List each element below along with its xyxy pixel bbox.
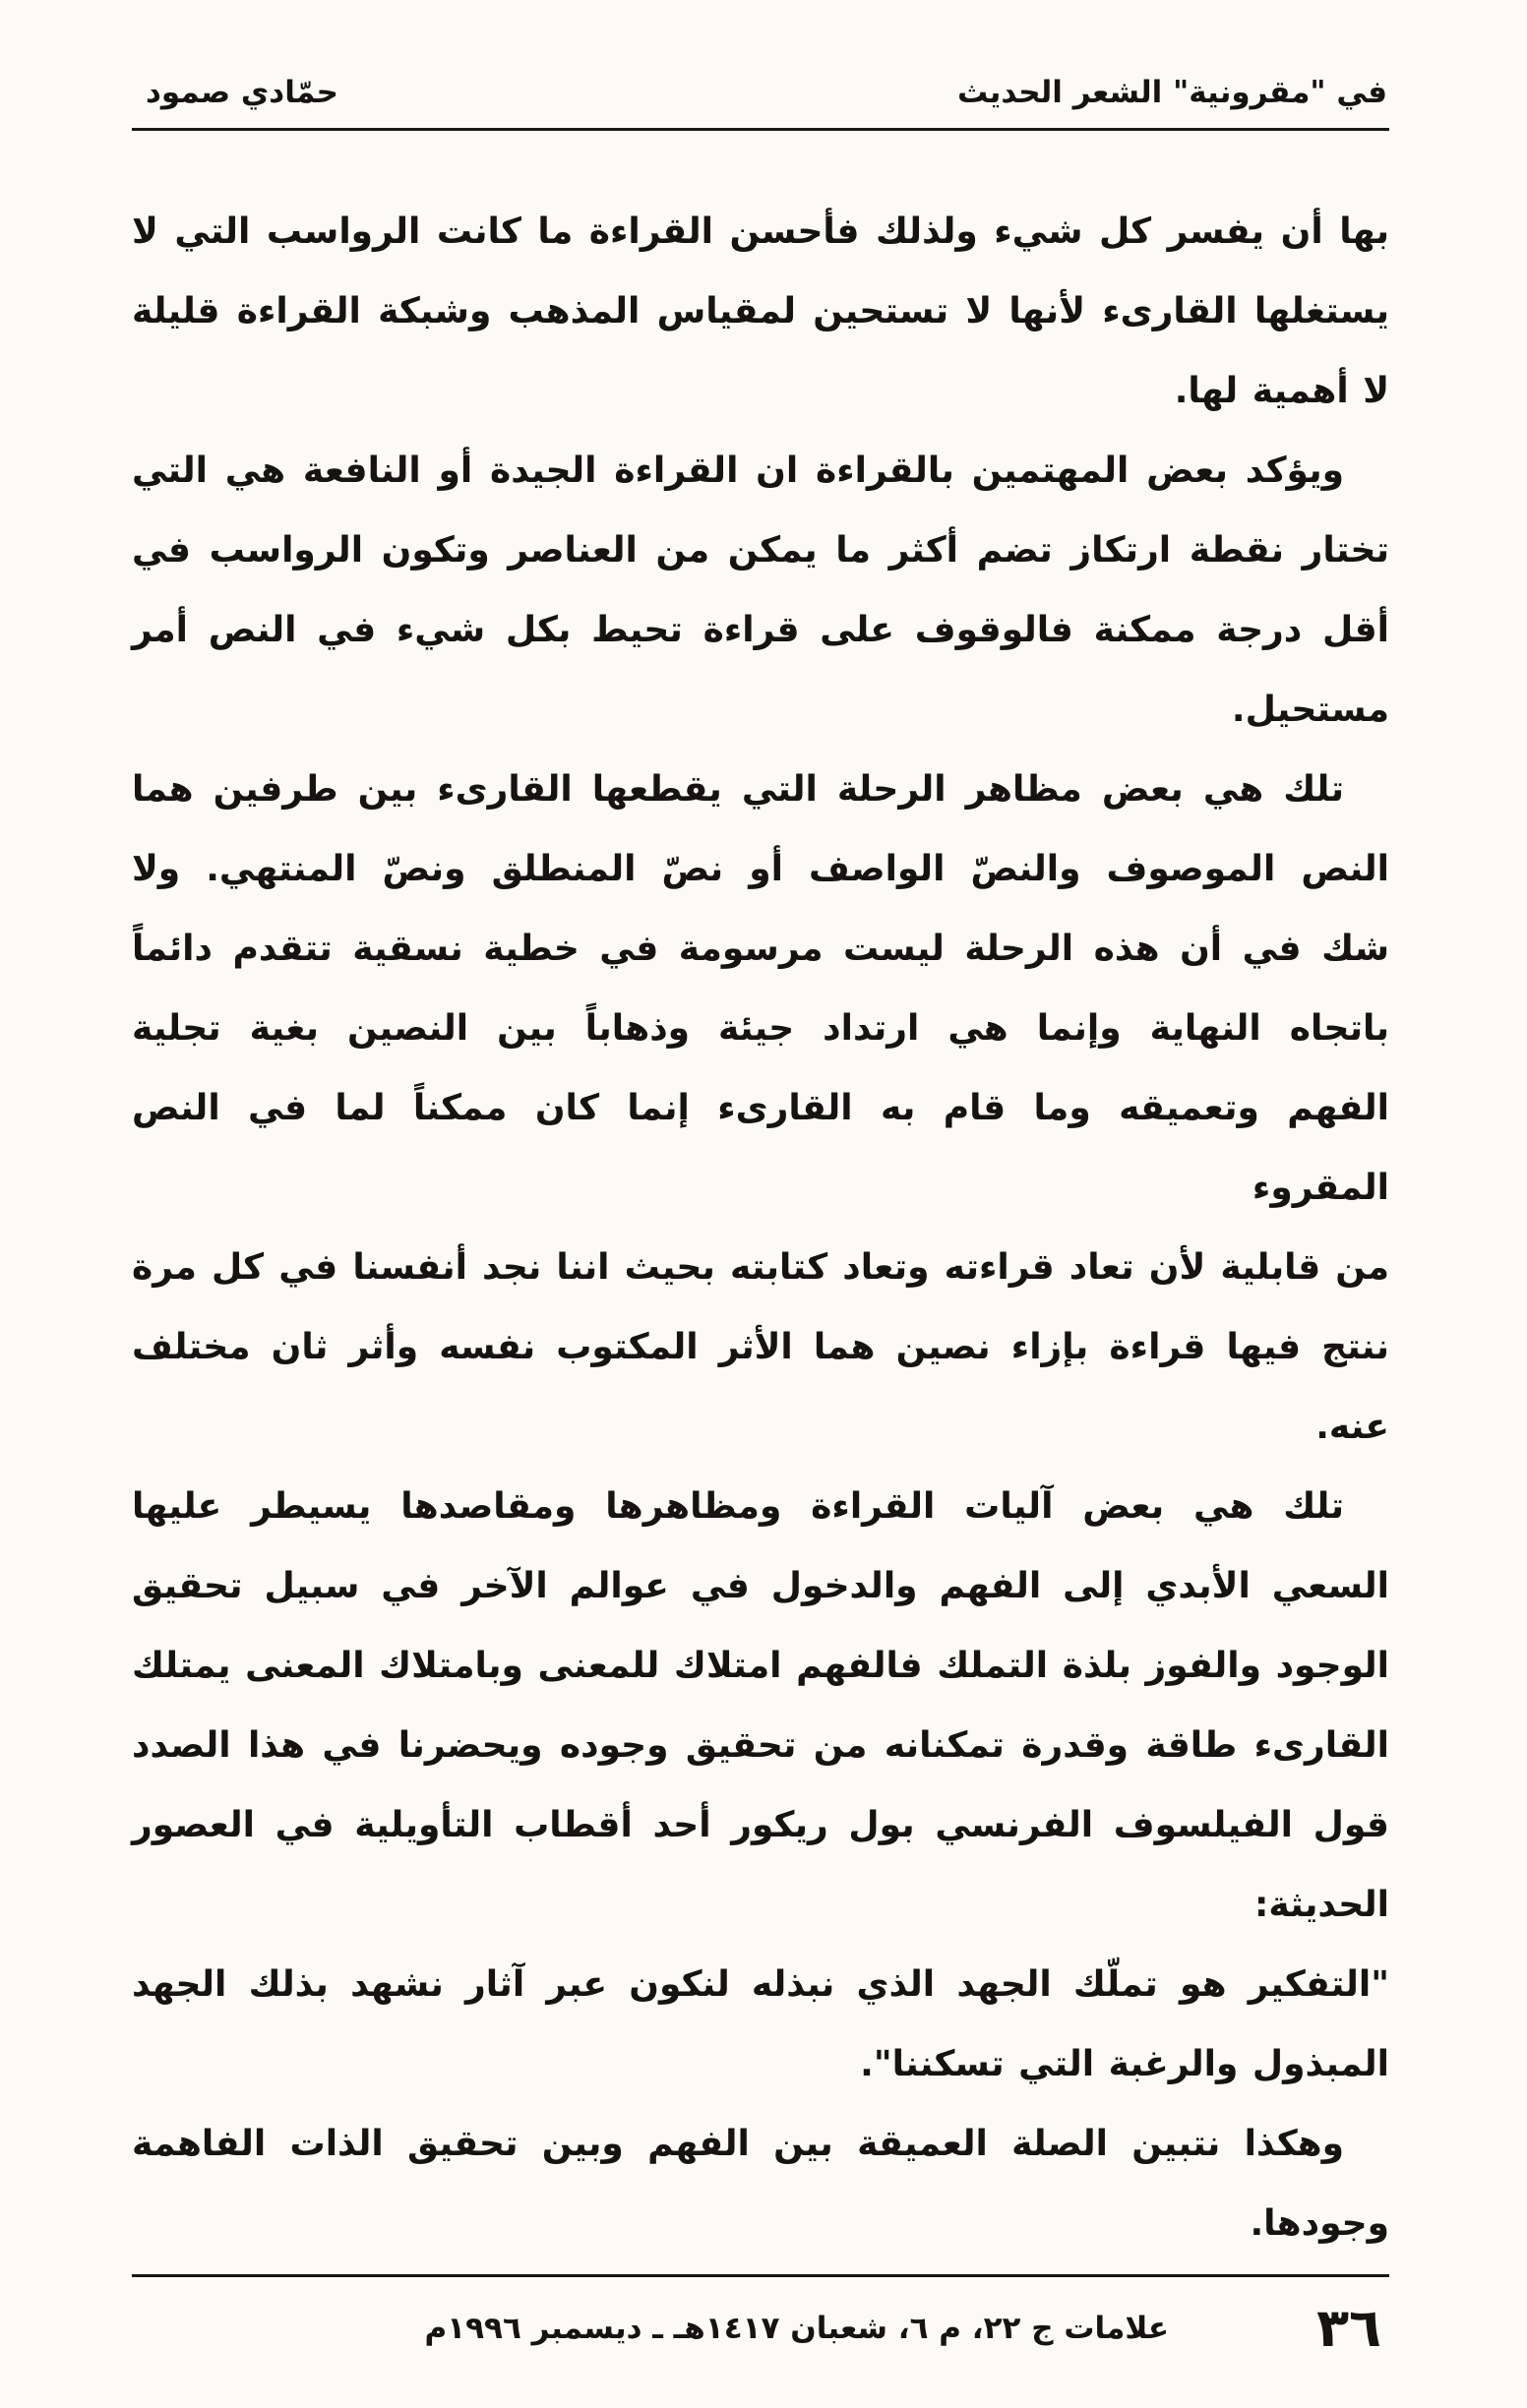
text-line: الحديثة: [1253, 1885, 1389, 1925]
paragraph [132, 2104, 1389, 2263]
text-line: شك في أن هذه الرحلة ليست مرسومة في خطية نسقية تتقدم دائماً [132, 929, 1389, 969]
text-line: ويؤكد بعض المهتمين بالقراءة ان القراءة الجيدة أو النافعة هي التي [132, 451, 1344, 491]
text-line: وجودها. [1250, 2203, 1389, 2244]
text-line: الوجود والفوز بلذة التملك فالفهم امتلاك للمعنى وبامتلاك المعنى يمتلك [132, 1646, 1389, 1686]
text-line: وهكذا نتبين الصلة العميقة بين الفهم وبين تحقيق الذات الفاهمة [132, 2124, 1344, 2164]
journal-citation: علامات ج ٢٢، م ٦، شعبان ١٤١٧هـ ـ ديسمبر ١٩٩٦م [424, 2310, 1170, 2346]
text-line: تلك هي بعض مظاهر الرحلة التي يقطعها القارىء بين طرفين هما [132, 769, 1344, 810]
text-line: أقل درجة ممكنة فالوقوف على قراءة تحيط بكل شيء في النص أمر [132, 610, 1389, 650]
text-line: تلك هي بعض آليات القراءة ومظاهرها ومقاصدها يسيطر عليها [132, 1486, 1344, 1527]
text-line: من قابلية لأن تعاد قراءته وتعاد كتابته بحيث اننا نجد أنفسنا في كل مرة [132, 1247, 1389, 1288]
text-line: عنه. [1315, 1407, 1389, 1447]
text-line: تختار نقطة ارتكاز تضم أكثر ما يمكن من العناصر وتكون الرواسب في [132, 530, 1389, 571]
page-number: ٣٦ [1316, 2297, 1381, 2359]
text-line: النص الموصوف والنصّ الواصف أو نصّ المنطلق ونصّ المنتهي. ولا [132, 849, 1389, 889]
text-line: مستحيل. [1231, 690, 1389, 730]
page-footer [0, 2274, 1527, 2359]
text-line: القارىء طاقة وقدرة تمكنانه من تحقيق وجوده ويحضرنا في هذا الصدد [132, 1725, 1389, 1766]
text-line: لا أهمية لها. [1174, 371, 1389, 411]
paragraph [132, 192, 1389, 431]
text-line: بها أن يفسر كل شيء ولذلك فأحسن القراءة ما كانت الرواسب التي لا [132, 211, 1389, 252]
page-header [0, 0, 1527, 110]
text-line: قول الفيلسوف الفرنسي بول ريكور أحد أقطاب التأويلية في العصور [132, 1805, 1389, 1845]
text-line: الفهم وتعميقه وما قام به القارىء إنما كان ممكناً لما في النص المقروء [132, 1088, 1389, 1208]
header-title: في "مقرونية" الشعر الحديث [956, 75, 1387, 110]
header-author: حمّادي صمود [146, 75, 338, 110]
text-line: ننتج فيها قراءة بإزاء نصين هما الأثر المكتوب نفسه وأثر ثان مختلف [132, 1327, 1389, 1367]
paragraph-quote [132, 1945, 1389, 2104]
text-line: باتجاه النهاية وإنما هي ارتداد جيئة وذهاباً بين النصين بغية تجلية [132, 1008, 1389, 1049]
paragraph [132, 431, 1389, 750]
paragraph [132, 1467, 1389, 1945]
text-line: السعي الأبدي إلى الفهم والدخول في عوالم الآخر في سبيل تحقيق [132, 1566, 1389, 1606]
footer-row [0, 2277, 1527, 2359]
text-line: "التفكير هو تملّك الجهد الذي نبذله لنكون عبر آثار نشهد بذلك الجهد [132, 1964, 1389, 2005]
body-text [0, 131, 1527, 2263]
text-line: المبذول والرغبة التي تسكننا". [860, 2044, 1389, 2084]
paragraph [132, 750, 1389, 1467]
text-line: يستغلها القارىء لأنها لا تستحين لمقياس المذهب وشبكة القراءة قليلة [132, 291, 1389, 331]
